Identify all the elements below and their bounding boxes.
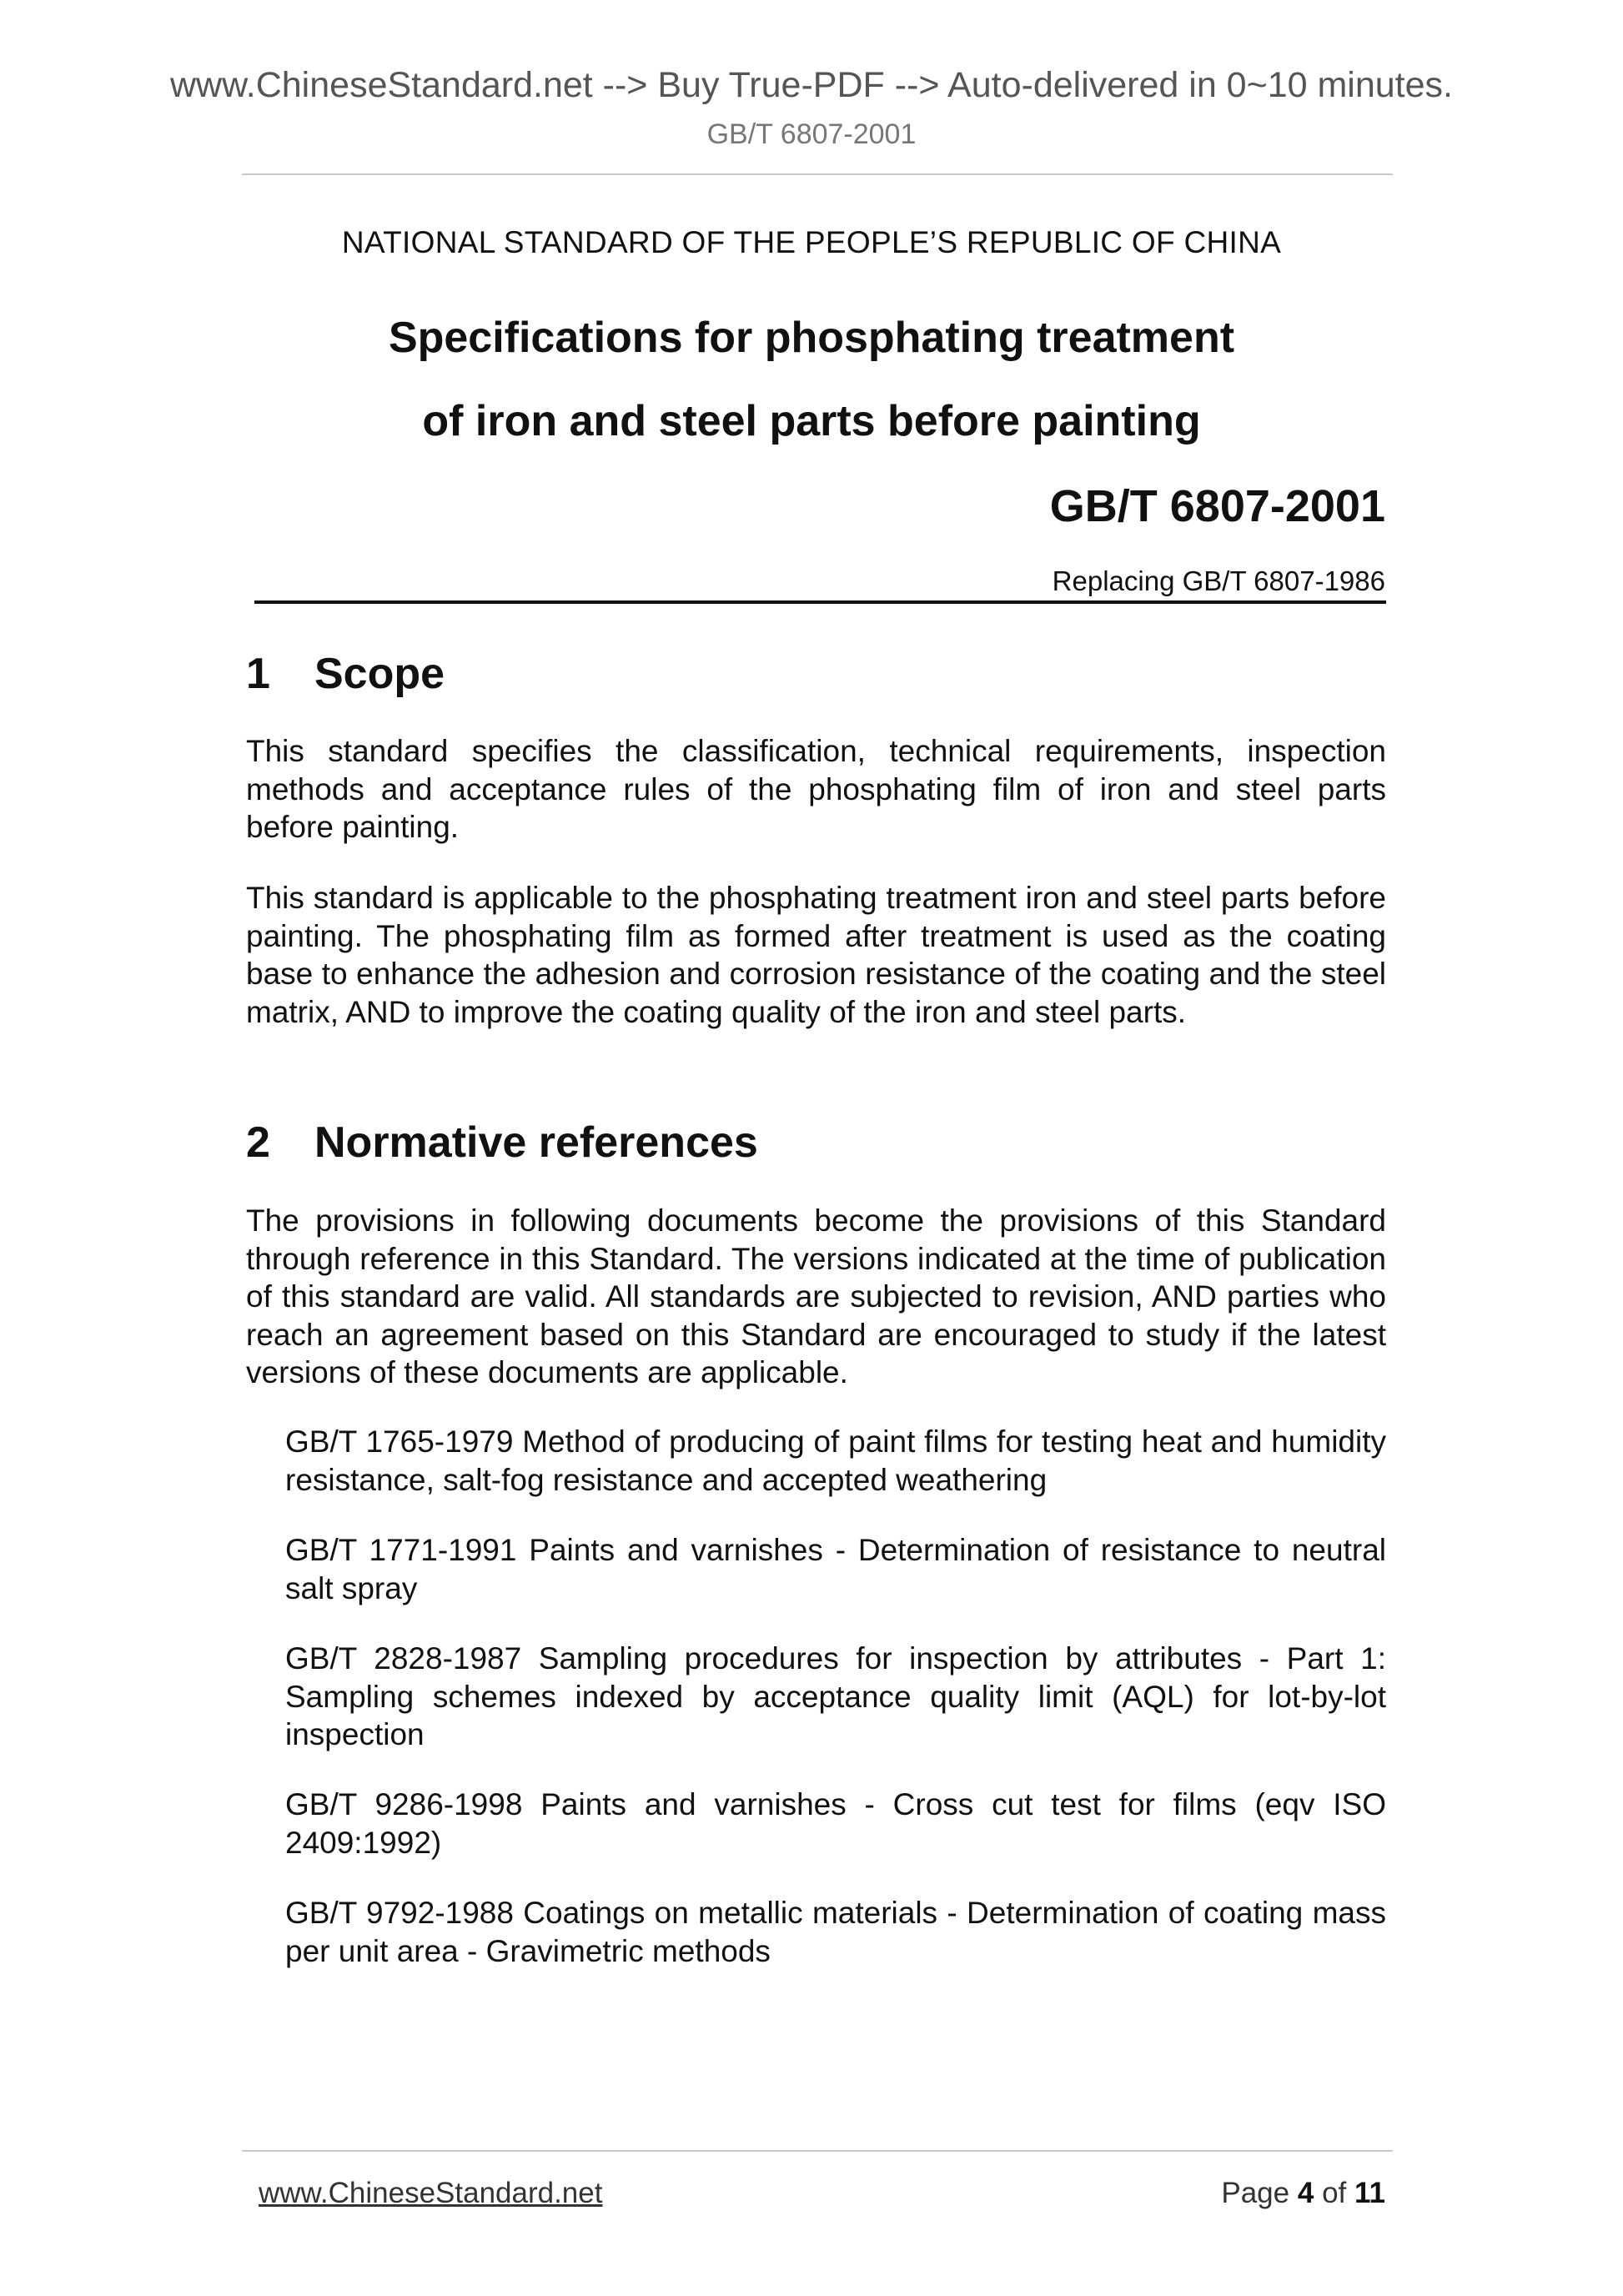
section-title: Normative references [314,1118,758,1167]
document-title-line2: of iron and steel parts before painting [422,397,1201,445]
scope-paragraph-2: This standard is applicable to the phosphating treatment iron and steel parts before painting. The phosphating film as formed after treatment is used as the coating base to enhance the adhesion and corrosion resistance of the coating and the steel matrix, AND to improve the coating quality of the iron and steel parts. [246,881,1386,1029]
section-title: Scope [314,650,445,698]
page-word: Page [1221,2177,1290,2209]
document-title-line1: Specifications for phosphating treatment [388,314,1235,362]
section-number: 2 [246,1118,270,1167]
reference-item: GB/T 9286-1998 Paints and varnishes - Cross cut test for films (eqv ISO 2409:1992) [285,1787,1386,1860]
reference-item: GB/T 1771-1991 Paints and varnishes - Determination of resistance to neutral salt spray [285,1533,1386,1605]
page-total: 11 [1354,2177,1385,2209]
header-promo-line: www.ChineseStandard.net --> Buy True-PDF --> Auto-delivered in 0~10 minutes. [169,65,1453,105]
reference-item: GB/T 2828-1987 Sampling procedures for inspection by attributes - Part 1: Sampling schemes indexed by acceptance quality limit (AQL) for lot-by-lot inspection [285,1641,1386,1751]
standard-number: GB/T 6807-2001 [1049,481,1385,531]
footer-site-link[interactable]: www.ChineseStandard.net [259,2177,603,2209]
page-current: 4 [1297,2177,1314,2209]
replacing-note: Replacing GB/T 6807-1986 [1052,565,1385,596]
page-of: of [1322,2177,1347,2209]
section-heading-normative-references [246,1118,758,1168]
page-number [1221,2177,1385,2210]
title-divider [254,600,1386,604]
header-standard-number: GB/T 6807-2001 [706,118,917,150]
references-intro-paragraph: The provisions in following documents become the provisions of this Standard through reference in this Standard. The versions indicated at the time of publication of this standard are valid. All standards are subjected to revision, AND parties who reach an agreement based on this Standard are encouraged to study if the latest versions of these documents are applicable. [246,1203,1386,1389]
footer-divider [242,2150,1393,2152]
reference-item: GB/T 1765-1979 Method of producing of paint films for testing heat and humidity resistance, salt-fog resistance and accepted weathering [285,1424,1386,1497]
national-standard-title: NATIONAL STANDARD OF THE PEOPLE’S REPUBLIC OF CHINA [341,225,1282,259]
reference-item: GB/T 9792-1988 Coatings on metallic materials - Determination of coating mass per unit area - Gravimetric methods [285,1896,1386,1968]
section-number: 1 [246,650,270,698]
header-divider [242,173,1393,175]
scope-paragraph-1: This standard specifies the classification, technical requirements, inspection methods and acceptance rules of the phosphating film of iron and steel parts before painting. [246,734,1386,844]
section-heading-scope [246,649,445,699]
